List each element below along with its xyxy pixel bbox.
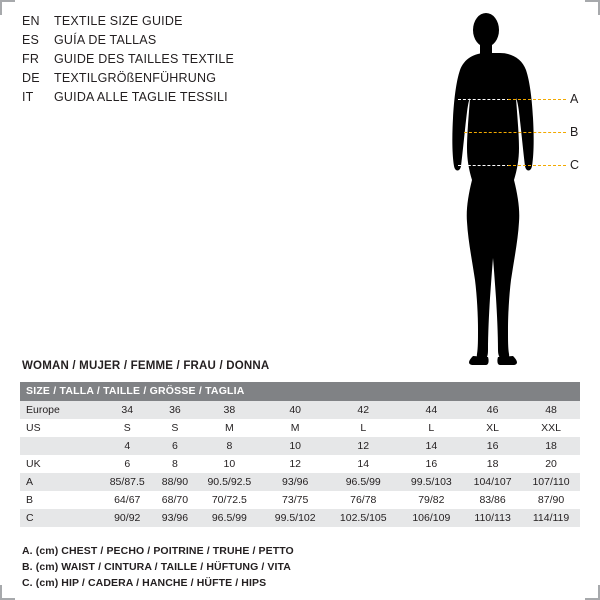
table-cell: 38: [195, 401, 263, 419]
corner-mark-top-left: [0, 0, 15, 15]
measure-label-c: C: [570, 158, 580, 172]
language-row: [22, 33, 322, 52]
table-cell: 40: [263, 401, 327, 419]
table-cell: M: [263, 419, 327, 437]
table-cell: 88/90: [154, 473, 195, 491]
table-cell: 14: [327, 455, 400, 473]
measure-line-hip-inner: [458, 165, 510, 166]
language-code: IT: [22, 90, 34, 104]
table-cell: 87/90: [522, 491, 580, 509]
table-cell: 96.5/99: [327, 473, 400, 491]
legend-line-a: A. (cm) CHEST / PECHO / POITRINE / TRUHE / PETTO: [22, 545, 294, 557]
table-cell: M: [195, 419, 263, 437]
table-cell: 10: [263, 437, 327, 455]
table-cell: 6: [100, 455, 154, 473]
table-cell: 14: [400, 437, 464, 455]
measure-line-hip: [508, 165, 566, 166]
language-row: [22, 52, 322, 71]
table-cell: 18: [522, 437, 580, 455]
language-title: TEXTILE SIZE GUIDE: [54, 14, 183, 28]
table-row: [20, 419, 580, 437]
corner-mark-bottom-right: [585, 585, 600, 600]
section-title-woman: WOMAN / MUJER / FEMME / FRAU / DONNA: [22, 360, 270, 372]
table-cell: 107/110: [522, 473, 580, 491]
table-cell: 10: [195, 455, 263, 473]
table-cell: 79/82: [400, 491, 464, 509]
table-cell: 99.5/103: [400, 473, 464, 491]
table-cell: 8: [195, 437, 263, 455]
language-title: GUIDA ALLE TAGLIE TESSILI: [54, 90, 228, 104]
row-label: [20, 437, 100, 455]
table-cell: 85/87.5: [100, 473, 154, 491]
table-cell: 46: [463, 401, 522, 419]
table-row: [20, 509, 580, 527]
language-row: [22, 90, 322, 109]
table-cell: 99.5/102: [263, 509, 327, 527]
language-title: GUIDE DES TAILLES TEXTILE: [54, 52, 235, 66]
row-label: UK: [20, 455, 100, 473]
table-row: [20, 401, 580, 419]
table-cell: 93/96: [263, 473, 327, 491]
table-cell: 96.5/99: [195, 509, 263, 527]
table-cell: 44: [400, 401, 464, 419]
table-cell: 4: [100, 437, 154, 455]
row-label: Europe: [20, 401, 100, 419]
table-cell: 16: [400, 455, 464, 473]
table-cell: 48: [522, 401, 580, 419]
table-header-row: [20, 382, 580, 401]
language-row: [22, 71, 322, 90]
language-row: [22, 14, 322, 33]
legend-line-b: B. (cm) WAIST / CINTURA / TAILLE / HÜFTUNG / VITA: [22, 561, 291, 573]
corner-mark-bottom-left: [0, 585, 15, 600]
table-cell: 12: [263, 455, 327, 473]
table-cell: 6: [154, 437, 195, 455]
table-cell: 90.5/92.5: [195, 473, 263, 491]
table-cell: 12: [327, 437, 400, 455]
table-cell: 36: [154, 401, 195, 419]
legend-line-c: C. (cm) HIP / CADERA / HANCHE / HÜFTE / HIPS: [22, 577, 267, 589]
table-cell: 93/96: [154, 509, 195, 527]
row-label: B: [20, 491, 100, 509]
row-label: A: [20, 473, 100, 491]
table-cell: 73/75: [263, 491, 327, 509]
table-cell: L: [400, 419, 464, 437]
table-cell: 20: [522, 455, 580, 473]
table-cell: XL: [463, 419, 522, 437]
table-cell: 104/107: [463, 473, 522, 491]
table-cell: 70/72.5: [195, 491, 263, 509]
language-code: DE: [22, 71, 40, 85]
table-cell: S: [154, 419, 195, 437]
language-title: TEXTILGRÖßENFÜHRUNG: [54, 71, 217, 85]
table-cell: 64/67: [100, 491, 154, 509]
table-cell: 76/78: [327, 491, 400, 509]
language-code: EN: [22, 14, 40, 28]
row-label: C: [20, 509, 100, 527]
table-row: [20, 473, 580, 491]
table-cell: 102.5/105: [327, 509, 400, 527]
measure-line-waist: [464, 132, 566, 133]
table-cell: S: [100, 419, 154, 437]
table-cell: 18: [463, 455, 522, 473]
table-cell: L: [327, 419, 400, 437]
table-cell: 34: [100, 401, 154, 419]
table-header-label: SIZE / TALLA / TAILLE / GRÖSSE / TAGLIA: [20, 382, 580, 401]
size-table: [20, 382, 580, 527]
measure-label-a: A: [570, 92, 579, 106]
measure-line-chest: [508, 99, 566, 100]
table-row: [20, 455, 580, 473]
language-code: FR: [22, 52, 40, 66]
measurement-legend: [22, 543, 542, 591]
measure-line-chest-inner: [458, 99, 510, 100]
table-cell: 68/70: [154, 491, 195, 509]
female-silhouette-icon: [420, 8, 590, 368]
table-cell: 110/113: [463, 509, 522, 527]
table-row: [20, 491, 580, 509]
table-cell: 114/119: [522, 509, 580, 527]
language-title: GUÍA DE TALLAS: [54, 33, 157, 47]
table-cell: 83/86: [463, 491, 522, 509]
language-title-list: [22, 14, 322, 109]
table-cell: 8: [154, 455, 195, 473]
table-cell: 106/109: [400, 509, 464, 527]
table-cell: 16: [463, 437, 522, 455]
table-cell: 42: [327, 401, 400, 419]
table-row: [20, 437, 580, 455]
language-code: ES: [22, 33, 40, 47]
measure-label-b: B: [570, 125, 579, 139]
row-label: US: [20, 419, 100, 437]
table-cell: XXL: [522, 419, 580, 437]
table-cell: 90/92: [100, 509, 154, 527]
female-body-figure: [420, 8, 590, 368]
